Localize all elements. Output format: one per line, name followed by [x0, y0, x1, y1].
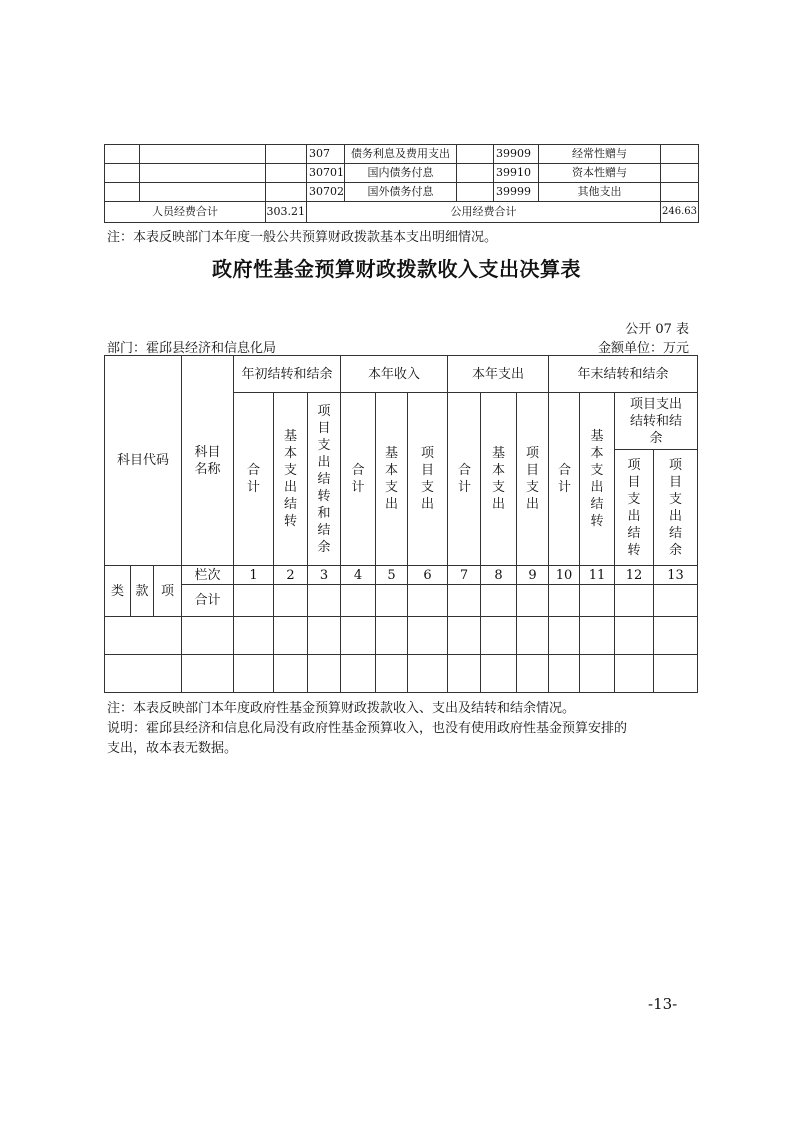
expense-project-header: 项 目 支 出	[517, 393, 549, 566]
top-table-note: 注：本表反映部门本年度一般公共预算财政拨款基本支出明细情况。	[107, 230, 498, 245]
column-number: 11	[580, 566, 615, 585]
income-total-header: 合 计	[341, 393, 376, 566]
closing-project-carry-header: 项 目 支 出 结 转	[615, 450, 654, 566]
table-row	[105, 145, 699, 164]
closing-project-balance-header: 项 目 支 出 结 余	[654, 450, 698, 566]
table-number: 公开 07 表	[625, 322, 689, 337]
public-total-label: 公用经费合计	[307, 202, 661, 223]
cell	[140, 145, 266, 164]
personnel-total-label: 人员经费合计	[105, 202, 266, 223]
department-label: 部门：霍邱县经济和信息化局	[107, 341, 277, 356]
empty-cell	[580, 585, 615, 617]
column-no-label: 栏次	[182, 566, 234, 585]
empty-cell	[274, 655, 308, 693]
empty-cell	[549, 585, 580, 617]
opening-header: 年初结转和结余	[234, 356, 341, 393]
column-number: 2	[274, 566, 308, 585]
empty-cell	[234, 585, 274, 617]
empty-cell	[517, 655, 549, 693]
expense-basic-header: 基 本 支 出	[481, 393, 517, 566]
income-header: 本年收入	[341, 356, 448, 393]
empty-cell	[549, 617, 580, 655]
empty-cell	[182, 617, 234, 655]
sum-label: 合计	[182, 585, 234, 617]
empty-cell	[654, 617, 698, 655]
empty-cell	[654, 585, 698, 617]
empty-cell	[481, 655, 517, 693]
cell	[266, 164, 307, 183]
subject-code-header: 科目代码	[105, 356, 182, 566]
column-number: 6	[408, 566, 448, 585]
empty-cell	[274, 585, 308, 617]
empty-cell	[517, 585, 549, 617]
cell	[266, 145, 307, 164]
cell	[140, 183, 266, 202]
empty-cell	[376, 617, 408, 655]
explanation-line-1: 说明：霍邱县经济和信息化局没有政府性基金预算收入，也没有使用政府性基金预算安排的	[107, 721, 628, 736]
cell	[457, 183, 494, 202]
column-number: 10	[549, 566, 580, 585]
empty-cell	[341, 585, 376, 617]
name-cell: 国内债务付息	[345, 164, 457, 183]
column-number-row	[105, 566, 698, 585]
expense-header: 本年支出	[448, 356, 549, 393]
cell	[457, 164, 494, 183]
opening-basic-carry-header: 基 本 支 出 结 转	[274, 393, 308, 566]
cell	[457, 145, 494, 164]
sum-row	[105, 585, 698, 617]
page-number: -13-	[648, 995, 678, 1013]
empty-cell	[615, 585, 654, 617]
income-project-header: 项 目 支 出	[408, 393, 448, 566]
table-row	[105, 617, 698, 655]
explanation-line-2: 支出，故本表无数据。	[107, 741, 238, 756]
cell	[105, 145, 140, 164]
empty-cell	[408, 585, 448, 617]
lei-header: 类	[105, 566, 131, 617]
table-row	[105, 655, 698, 693]
empty-cell	[182, 655, 234, 693]
empty-cell	[308, 617, 341, 655]
empty-cell	[308, 655, 341, 693]
page-title: 政府性基金预算财政拨款收入支出决算表	[212, 257, 581, 281]
income-basic-header: 基 本 支 出	[376, 393, 408, 566]
empty-cell	[105, 655, 182, 693]
name-cell: 经常性赠与	[539, 145, 661, 164]
code-cell: 39909	[494, 145, 539, 164]
empty-cell	[448, 585, 481, 617]
empty-cell	[580, 655, 615, 693]
empty-cell	[376, 655, 408, 693]
basic-expense-table	[104, 144, 699, 223]
empty-cell	[376, 585, 408, 617]
table-row	[105, 164, 699, 183]
code-cell: 30702	[307, 183, 345, 202]
totals-row	[105, 202, 699, 223]
empty-cell	[481, 585, 517, 617]
column-number: 13	[654, 566, 698, 585]
empty-cell	[654, 655, 698, 693]
empty-cell	[234, 655, 274, 693]
public-total-value: 246.63	[661, 202, 699, 223]
column-number: 3	[308, 566, 341, 585]
empty-cell	[308, 585, 341, 617]
cell	[105, 183, 140, 202]
name-cell: 其他支出	[539, 183, 661, 202]
closing-basic-carry-header: 基 本 支 出 结 转	[580, 393, 615, 566]
cell	[105, 164, 140, 183]
subject-name-header: 科目名称	[182, 356, 234, 566]
table-row	[105, 183, 699, 202]
cell	[661, 164, 699, 183]
empty-cell	[234, 617, 274, 655]
column-number: 9	[517, 566, 549, 585]
fund-budget-table	[104, 355, 698, 693]
closing-total-header: 合 计	[549, 393, 580, 566]
unit-label: 金额单位：万元	[597, 341, 689, 356]
code-cell: 39999	[494, 183, 539, 202]
cell	[140, 164, 266, 183]
code-cell: 307	[307, 145, 345, 164]
empty-cell	[341, 617, 376, 655]
kuan-header: 款	[131, 566, 154, 617]
name-cell: 债务利息及费用支出	[345, 145, 457, 164]
empty-cell	[408, 655, 448, 693]
column-number: 5	[376, 566, 408, 585]
name-cell: 国外债务付息	[345, 183, 457, 202]
column-number: 4	[341, 566, 376, 585]
table-note: 注：本表反映部门本年度政府性基金预算财政拨款收入、支出及结转和结余情况。	[107, 701, 576, 716]
xiang-header: 项	[154, 566, 182, 617]
empty-cell	[341, 655, 376, 693]
empty-cell	[615, 617, 654, 655]
column-number: 1	[234, 566, 274, 585]
empty-cell	[448, 617, 481, 655]
column-number: 8	[481, 566, 517, 585]
closing-header: 年末结转和结余	[549, 356, 698, 393]
name-cell: 资本性赠与	[539, 164, 661, 183]
cell	[661, 145, 699, 164]
empty-cell	[580, 617, 615, 655]
empty-cell	[517, 617, 549, 655]
expense-total-header: 合 计	[448, 393, 481, 566]
personnel-total-value: 303.21	[266, 202, 307, 223]
empty-cell	[274, 617, 308, 655]
empty-cell	[448, 655, 481, 693]
cell	[661, 183, 699, 202]
column-number: 7	[448, 566, 481, 585]
empty-cell	[408, 617, 448, 655]
closing-project-header: 项目支出结转和结余	[615, 393, 698, 450]
empty-cell	[105, 617, 182, 655]
code-cell: 30701	[307, 164, 345, 183]
empty-cell	[549, 655, 580, 693]
header-row-1	[105, 356, 698, 393]
opening-project-header: 项 目 支 出 结 转 和 结 余	[308, 393, 341, 566]
empty-cell	[615, 655, 654, 693]
opening-total-header: 合 计	[234, 393, 274, 566]
empty-cell	[481, 617, 517, 655]
cell	[266, 183, 307, 202]
code-cell: 39910	[494, 164, 539, 183]
column-number: 12	[615, 566, 654, 585]
